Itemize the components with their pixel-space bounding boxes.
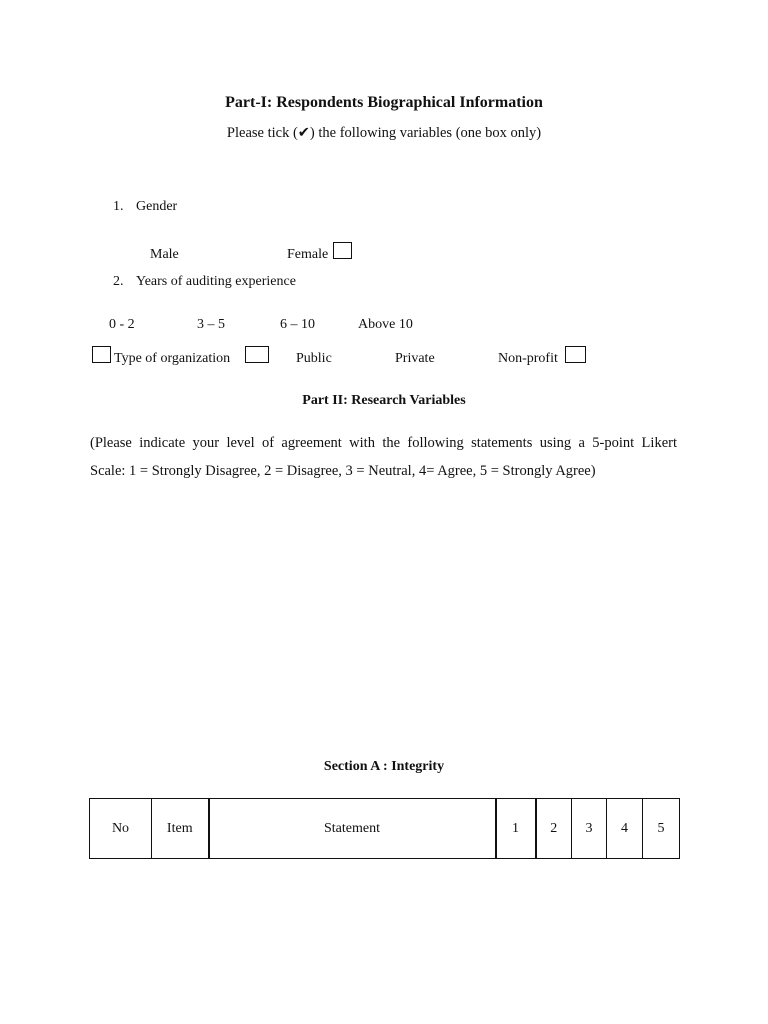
q2-label: Years of auditing experience bbox=[136, 274, 296, 289]
header-scale-1: 1 bbox=[496, 799, 536, 859]
non-profit-checkbox[interactable] bbox=[565, 346, 586, 363]
header-no: No bbox=[90, 799, 152, 859]
gender-option-female: Female bbox=[287, 247, 329, 262]
header-scale-2: 2 bbox=[536, 799, 572, 859]
part2-instruction-line2: Scale: 1 = Strongly Disagree, 2 = Disagree, 3 = Neutral, 4= Agree, 5 = Strongly Agree) bbox=[90, 463, 596, 479]
q1-number: 1. bbox=[113, 199, 124, 214]
header-scale-4: 4 bbox=[607, 799, 643, 859]
q2-number: 2. bbox=[113, 274, 124, 289]
q1-label: Gender bbox=[136, 199, 178, 214]
part1-instruction: Please tick (✔) the following variables (one box only) bbox=[226, 125, 542, 141]
table-header-row bbox=[90, 799, 680, 859]
part2-instruction bbox=[90, 429, 677, 485]
header-item: Item bbox=[152, 799, 209, 859]
experience-option-above-10: Above 10 bbox=[358, 317, 413, 332]
part2-instruction-line1: (Please indicate your level of agreement with the following statements using a 5-point Likert bbox=[90, 435, 677, 451]
section-a-title: Section A : Integrity bbox=[323, 759, 445, 774]
org-option-non-profit: Non-profit bbox=[498, 351, 558, 366]
integrity-table bbox=[89, 798, 680, 859]
organization-checkbox[interactable] bbox=[245, 346, 269, 363]
female-checkbox[interactable] bbox=[333, 242, 352, 259]
org-option-private: Private bbox=[395, 351, 435, 366]
part1-title: Part-I: Respondents Biographical Information bbox=[225, 94, 543, 111]
header-scale-5: 5 bbox=[643, 799, 680, 859]
experience-option-0-2: 0 - 2 bbox=[109, 317, 135, 332]
org-option-public: Public bbox=[296, 351, 332, 366]
part2-title: Part II: Research Variables bbox=[302, 393, 466, 408]
header-scale-3: 3 bbox=[572, 799, 607, 859]
header-statement: Statement bbox=[209, 799, 496, 859]
experience-checkbox[interactable] bbox=[92, 346, 111, 363]
experience-option-6-10: 6 – 10 bbox=[280, 317, 315, 332]
experience-option-3-5: 3 – 5 bbox=[197, 317, 225, 332]
q3-label: Type of organization bbox=[114, 351, 231, 366]
gender-option-male: Male bbox=[150, 247, 179, 262]
